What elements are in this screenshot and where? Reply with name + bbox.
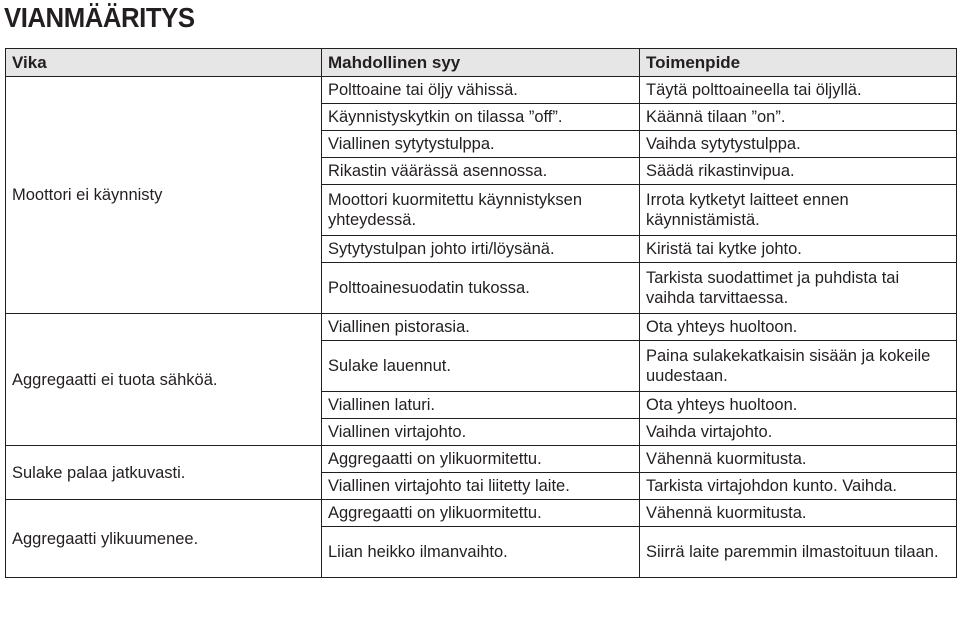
- cause-cell: Sulake lauennut.: [322, 341, 640, 392]
- action-cell: Ota yhteys huoltoon.: [640, 392, 957, 419]
- action-cell: Vähennä kuormitusta.: [640, 446, 957, 473]
- fault-cell: Aggregaatti ylikuumenee.: [6, 500, 322, 578]
- fault-cell: Aggregaatti ei tuota sähköä.: [6, 314, 322, 446]
- cause-cell: Liian heikko ilmanvaihto.: [322, 527, 640, 578]
- page-title: VIANMÄÄRITYS: [4, 2, 195, 33]
- cause-cell: Viallinen sytytystulppa.: [322, 131, 640, 158]
- action-cell: Paina sulakekatkaisin sisään ja kokeile uudestaan.: [640, 341, 957, 392]
- troubleshooting-table: [5, 48, 957, 578]
- fault-cell: Sulake palaa jatkuvasti.: [6, 446, 322, 500]
- column-header-fault: Vika: [6, 49, 322, 77]
- table-row: [6, 77, 957, 104]
- action-cell: Tarkista suodattimet ja puhdista tai vaihda tarvittaessa.: [640, 263, 957, 314]
- cause-cell: Polttoainesuodatin tukossa.: [322, 263, 640, 314]
- cause-cell: Käynnistyskytkin on tilassa ”off”.: [322, 104, 640, 131]
- fault-cell: Moottori ei käynnisty: [6, 77, 322, 314]
- table-row: [6, 314, 957, 341]
- cause-cell: Viallinen laturi.: [322, 392, 640, 419]
- action-cell: Vaihda sytytystulppa.: [640, 131, 957, 158]
- action-cell: Ota yhteys huoltoon.: [640, 314, 957, 341]
- action-cell: Kiristä tai kytke johto.: [640, 236, 957, 263]
- table-row: [6, 500, 957, 527]
- cause-cell: Moottori kuormitettu käynnistyksen yhteydessä.: [322, 185, 640, 236]
- cause-cell: Viallinen virtajohto.: [322, 419, 640, 446]
- cause-cell: Viallinen pistorasia.: [322, 314, 640, 341]
- cause-cell: Rikastin väärässä asennossa.: [322, 158, 640, 185]
- action-cell: Vaihda virtajohto.: [640, 419, 957, 446]
- cause-cell: Polttoaine tai öljy vähissä.: [322, 77, 640, 104]
- column-header-action: Toimenpide: [640, 49, 957, 77]
- cause-cell: Aggregaatti on ylikuormitettu.: [322, 500, 640, 527]
- action-cell: Vähennä kuormitusta.: [640, 500, 957, 527]
- cause-cell: Aggregaatti on ylikuormitettu.: [322, 446, 640, 473]
- action-cell: Säädä rikastinvipua.: [640, 158, 957, 185]
- column-header-cause: Mahdollinen syy: [322, 49, 640, 77]
- cause-cell: Viallinen virtajohto tai liitetty laite.: [322, 473, 640, 500]
- action-cell: Tarkista virtajohdon kunto. Vaihda.: [640, 473, 957, 500]
- action-cell: Irrota kytketyt laitteet ennen käynnistämistä.: [640, 185, 957, 236]
- cause-cell: Sytytystulpan johto irti/löysänä.: [322, 236, 640, 263]
- action-cell: Täytä polttoaineella tai öljyllä.: [640, 77, 957, 104]
- action-cell: Käännä tilaan ”on”.: [640, 104, 957, 131]
- table-row: [6, 446, 957, 473]
- table-header-row: [6, 49, 957, 77]
- action-cell: Siirrä laite paremmin ilmastoituun tilaan.: [640, 527, 957, 578]
